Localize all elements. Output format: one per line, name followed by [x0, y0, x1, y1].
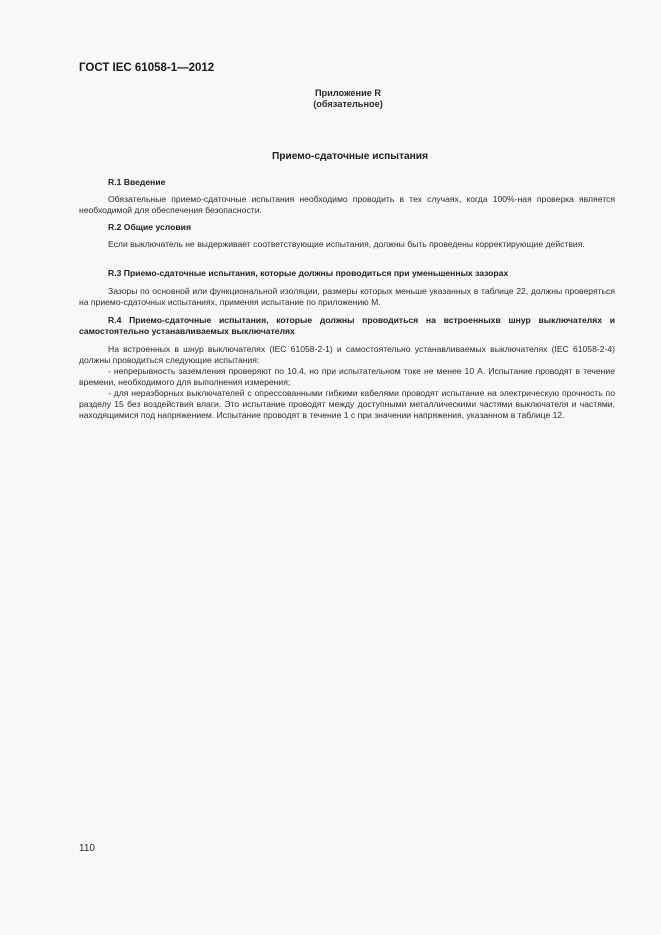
section-body-r2 — [79, 239, 615, 250]
annex-status: (обязательное) — [313, 99, 383, 109]
section-heading-r1: R.1 Введение — [108, 177, 166, 187]
section-body-r4 — [79, 344, 615, 421]
paragraph: На встроенных в шнур выключателях (IEC 61058-2-1) и самостоятельно устанавливаемых выключателях (IEC 61058-2-4) должны проводиться следующие испытания: — [79, 344, 615, 365]
standard-header: ГОСТ IEC 61058-1—2012 — [79, 62, 215, 74]
paragraph: Если выключатель не выдерживает соответствующие испытания, должны быть проведены корректирующие действия. — [108, 239, 585, 249]
section-heading-r3: R.3 Приемо-сдаточные испытания, которые должны проводиться при уменьшенных зазорах — [108, 268, 509, 278]
annex-label — [300, 88, 396, 110]
page-number: 110 — [79, 843, 95, 854]
paragraph: Зазоры по основной или функциональной изоляции, размеры которых меньше указанных в таблице 22, должны проверяться на приемо-сдаточных испытаниях, применяя испытание по приложению М. — [79, 286, 615, 307]
section-body-r1 — [79, 194, 615, 216]
section-heading-r2: R.2 Общие условия — [108, 222, 191, 232]
list-item-dielectric: - для неразборных выключателей с опрессованными гибкими кабелями проводят испытание на электрическую прочность по разделу 15 без воздействия влаги. Это испытание проводят между доступными металлическими частями выключателя и частями, находящимися под напряжением. Испытание проводят в течение 1 с при значении напряжения, указанном в таблице 12. — [79, 388, 615, 420]
section-body-r3 — [79, 286, 615, 308]
section-heading-r4: R.4 Приемо-сдаточные испытания, которые должны проводиться на встроенныхв шнур выключателях и самостоятельно устанавливаемых выключателях — [79, 315, 615, 336]
annex-title: Приложение R — [314, 88, 382, 98]
list-item-earthing: - непрерывность заземления проверяют по 10.4, но при испытательном токе не менее 10 А. Испытание проводят в течение времени, необходимого для выполнения измерения; — [79, 366, 615, 387]
page-title: Приемо-сдаточные испытания — [271, 151, 429, 162]
paragraph: Обязательные приемо-сдаточные испытания необходимо проводить в тех случаях, когда 100%-ная проверка является необходимой для обеспечения безопасности. — [79, 194, 615, 215]
